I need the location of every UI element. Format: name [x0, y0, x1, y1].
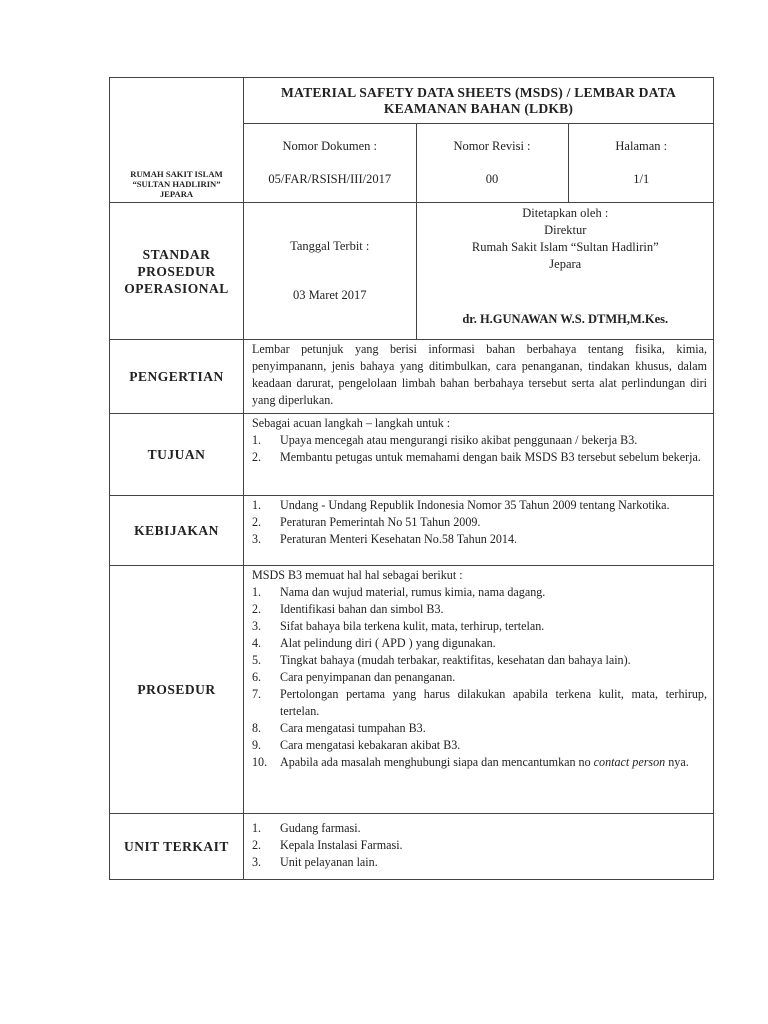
list-item: 1. Undang - Undang Republik Indonesia Nomor 35 Tahun 2009 tentang Narkotika. — [252, 498, 670, 512]
list-item: 1. Nama dan wujud material, rumus kimia, nama dagang. — [252, 585, 546, 599]
page-cell — [568, 124, 714, 202]
prosedur-intro: MSDS B3 memuat hal hal sebagai berikut : — [252, 568, 463, 582]
sop-title-line2: PROSEDUR — [137, 263, 216, 279]
list-item: 1. Gudang farmasi. — [252, 821, 361, 835]
list-item: 6. Cara penyimpanan dan penanganan. — [252, 670, 456, 684]
section-heading-kebijakan: KEBIJAKAN — [110, 496, 244, 566]
list-item: 4. Alat pelindung diri ( APD ) yang digunakan. — [252, 636, 496, 650]
section-body-tujuan — [244, 414, 714, 496]
approver-org: Rumah Sakit Islam “Sultan Hadlirin” — [471, 240, 659, 254]
list-item: 2. Peraturan Pemerintah No 51 Tahun 2009. — [252, 515, 481, 529]
section-heading-pengertian: PENGERTIAN — [110, 340, 244, 414]
sop-meta-cell — [244, 203, 714, 340]
sop-title-cell — [110, 203, 244, 340]
hospital-name-line2: “SULTAN HADLIRIN” — [132, 179, 221, 189]
section-body-prosedur — [244, 566, 714, 814]
list-item: 5. Tingkat bahaya (mudah terbakar, reaktifitas, kesehatan dan bahaya lain). — [252, 653, 631, 667]
sop-meta-table — [244, 203, 714, 339]
list-item: 3. Sifat bahaya bila terkena kulit, mata, terhirup, tertelan. — [252, 619, 545, 633]
sop-title-line1: STANDAR — [142, 246, 211, 262]
document-title-line2: KEAMANAN BAHAN (LDKB) — [383, 101, 574, 116]
doc-number-cell — [244, 124, 416, 202]
hospital-name-line3: JEPARA — [159, 189, 194, 199]
issue-date-label: Tanggal Terbit : — [290, 239, 370, 253]
sop-title-line3: OPERASIONAL — [124, 280, 229, 296]
issue-date-value: 03 Maret 2017 — [292, 288, 367, 302]
doc-number-label: Nomor Dokumen : — [282, 139, 377, 153]
approver-name: dr. H.GUNAWAN W.S. DTMH,M.Kes. — [462, 312, 669, 326]
section-heading-unit-terkait: UNIT TERKAIT — [110, 814, 244, 880]
list-item: 1. Upaya mencegah atau mengurangi risiko akibat penggunaan / bekerja B3. — [252, 433, 638, 447]
doc-number-value: 05/FAR/RSISH/III/2017 — [268, 172, 392, 186]
sop-document-table — [109, 77, 714, 880]
section-body-kebijakan — [244, 496, 714, 566]
list-item: 9. Cara mengatasi kebakaran akibat B3. — [252, 738, 461, 752]
section-body-pengertian: Lembar petunjuk yang berisi informasi bahan berbahaya tentang fisika, kimia, penyimpanann, jenis bahaya yang ditimbulkan, cara penanganan, tindakan khusus, dalam keadaan darurat, pengelolaan limbah bahan berbahaya tersebut serta alat perlindungan diri yang diperlukan. — [244, 340, 714, 414]
page-label: Halaman : — [615, 139, 668, 153]
approver-city: Jepara — [549, 257, 582, 271]
document-meta-cell — [244, 124, 714, 203]
revision-label: Nomor Revisi : — [453, 139, 531, 153]
revision-value: 00 — [485, 172, 499, 186]
revision-cell — [416, 124, 568, 202]
list-item: 8. Cara mengatasi tumpahan B3. — [252, 721, 426, 735]
page-value: 1/1 — [633, 172, 650, 186]
document-title — [244, 78, 714, 124]
kebijakan-list — [252, 497, 707, 548]
list-item: 10. Apabila ada masalah menghubungi siapa dan mencantumkan no contact person nya. — [252, 755, 689, 769]
list-item: 3. Unit pelayanan lain. — [252, 855, 378, 869]
section-body-unit-terkait — [244, 814, 714, 880]
section-heading-tujuan: TUJUAN — [110, 414, 244, 496]
list-item: 7. Pertolongan pertama yang harus dilakukan apabila terkena kulit, mata, terhirup, tertelan. — [252, 687, 707, 718]
unit-terkait-list — [252, 820, 707, 871]
list-item: 2. Kepala Instalasi Farmasi. — [252, 838, 403, 852]
hospital-name-cell — [110, 78, 244, 203]
issue-date-cell — [244, 203, 416, 339]
approver-position: Direktur — [544, 223, 587, 237]
list-item: 3. Peraturan Menteri Kesehatan No.58 Tahun 2014. — [252, 532, 518, 546]
prosedur-list — [252, 584, 707, 771]
tujuan-list — [252, 432, 707, 466]
document-title-line1: MATERIAL SAFETY DATA SHEETS (MSDS) / LEMBAR DATA — [281, 85, 676, 100]
list-item: 2. Identifikasi bahan dan simbol B3. — [252, 602, 444, 616]
section-heading-prosedur: PROSEDUR — [110, 566, 244, 814]
list-item: 2. Membantu petugas untuk memahami dengan baik MSDS B3 tersebut sebelum bekerja. — [252, 450, 701, 464]
approved-by-label: Ditetapkan oleh : — [522, 206, 609, 220]
hospital-name-line1: RUMAH SAKIT ISLAM — [130, 169, 223, 179]
tujuan-intro: Sebagai acuan langkah – langkah untuk : — [252, 416, 451, 430]
approval-cell — [416, 203, 714, 339]
document-meta-table — [244, 124, 714, 202]
